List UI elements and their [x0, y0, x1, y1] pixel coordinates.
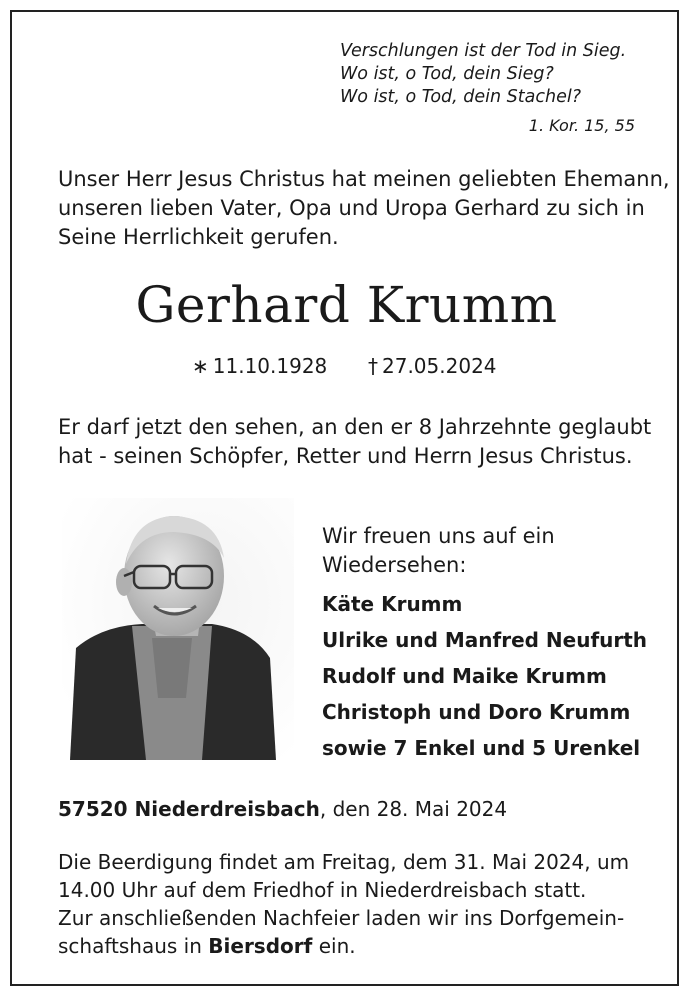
place-town: 57520 Niederdreisbach	[58, 797, 320, 821]
death-cross-icon: †	[368, 354, 378, 378]
place-date-line	[58, 797, 507, 821]
birth-date: 11.10.1928	[212, 354, 328, 378]
intro-line-1: Unser Herr Jesus Christus hat meinen geliebten Ehemann,	[58, 167, 670, 191]
birth-date-group	[192, 354, 327, 378]
faith-text	[58, 413, 651, 471]
funeral-line-4-start: schaftshaus in	[58, 934, 209, 958]
intro-line-2: unseren lieben Vater, Opa und Uropa Gerhard zu sich in	[58, 196, 645, 220]
deceased-name: Gerhard Krumm	[135, 276, 558, 334]
signoff-line-1: Wir freuen uns auf ein	[322, 524, 555, 548]
family-list	[322, 586, 647, 766]
signoff-line-2: Wiedersehen:	[322, 553, 467, 577]
funeral-line-4-end: ein.	[312, 934, 356, 958]
family-member: Ulrike und Manfred Neufurth	[322, 628, 648, 652]
portrait-photo	[62, 498, 294, 760]
funeral-line-2: 14.00 Uhr auf dem Friedhof in Niederdreisbach statt.	[58, 878, 587, 902]
funeral-info	[58, 848, 629, 960]
place-date: , den 28. Mai 2024	[319, 797, 508, 821]
verse-line-2: Wo ist, o Tod, dein Sieg?	[340, 64, 554, 84]
funeral-location: Biersdorf	[208, 934, 313, 958]
death-date-group	[368, 354, 497, 378]
intro-text	[58, 165, 670, 252]
family-member: sowie 7 Enkel und 5 Urenkel	[322, 736, 641, 760]
funeral-line-3: Zur anschließenden Nachfeier laden wir ins Dorfgemein-	[58, 906, 625, 930]
verse-reference: 1. Kor. 15, 55	[528, 116, 635, 135]
verse-line-1: Verschlungen ist der Tod in Sieg.	[340, 41, 627, 61]
faith-line-2: hat - seinen Schöpfer, Retter und Herrn Jesus Christus.	[58, 444, 633, 468]
intro-line-3: Seine Herrlichkeit gerufen.	[58, 225, 339, 249]
death-date: 27.05.2024	[382, 354, 497, 378]
funeral-line-1: Die Beerdigung findet am Freitag, dem 31. Mai 2024, um	[58, 850, 630, 874]
family-member: Rudolf und Maike Krumm	[322, 664, 607, 688]
funeral-line-4	[58, 932, 629, 960]
family-member: Christoph und Doro Krumm	[322, 700, 631, 724]
bible-verse	[340, 40, 626, 109]
signoff-text	[322, 522, 555, 580]
family-member: Käte Krumm	[322, 592, 463, 616]
faith-line-1: Er darf jetzt den sehen, an den er 8 Jahrzehnte geglaubt	[58, 415, 652, 439]
verse-line-3: Wo ist, o Tod, dein Stachel?	[340, 87, 581, 107]
birth-star-icon: ∗	[192, 354, 209, 378]
